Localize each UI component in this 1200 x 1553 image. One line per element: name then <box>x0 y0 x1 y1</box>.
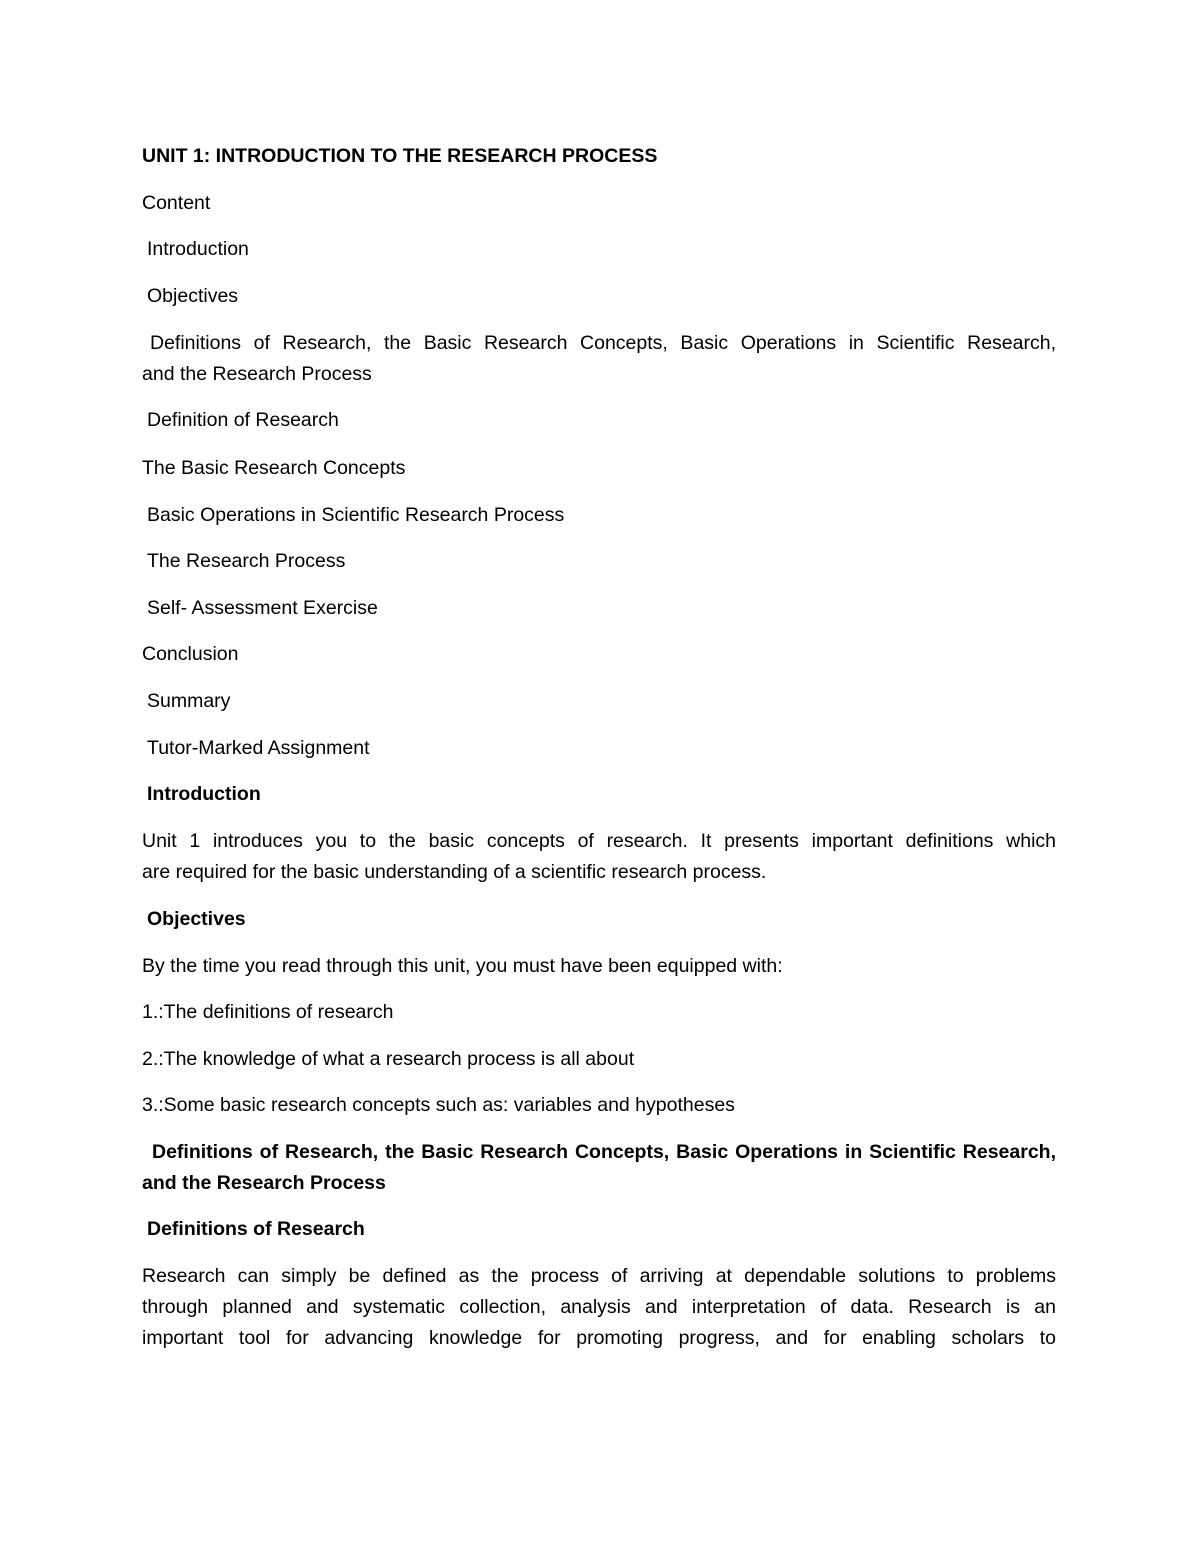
unit-title: UNIT 1: INTRODUCTION TO THE RESEARCH PROCESS <box>142 145 658 167</box>
toc-item-definitions-line1: Definitions of Research, the Basic Research Concepts, Basic Operations in Scientific Research, <box>150 332 1056 354</box>
definitions-paragraph-line2 <box>142 1295 1056 1319</box>
definitions-line3-text: important tool for advancing knowledge for promoting progress, and for enabling scholars to <box>142 1327 1056 1349</box>
toc-item-tutor-marked: Tutor-Marked Assignment <box>147 737 370 759</box>
toc-item-objectives: Objectives <box>147 285 239 307</box>
section-heading-line2: and the Research Process <box>142 1172 386 1194</box>
toc-item-basic-operations: Basic Operations in Scientific Research Process <box>147 504 565 526</box>
toc-item-conclusion: Conclusion <box>142 643 239 665</box>
toc-item-research-process: The Research Process <box>147 550 346 572</box>
toc-item-definitions <box>150 331 1056 355</box>
toc-item-summary: Summary <box>147 690 231 712</box>
introduction-paragraph-line1 <box>142 829 1056 853</box>
objective-item-3: 3.:Some basic research concepts such as: variables and hypotheses <box>142 1094 735 1116</box>
objective-item-2: 2.:The knowledge of what a research process is all about <box>142 1048 635 1070</box>
section-heading-line1-text: Definitions of Research, the Basic Research Concepts, Basic Operations in Scientific Research, <box>152 1141 1056 1163</box>
section-heading-line1 <box>152 1140 1056 1164</box>
toc-item-basic-concepts: The Basic Research Concepts <box>142 457 406 479</box>
definitions-paragraph-line1 <box>142 1264 1056 1288</box>
toc-item-definitions-line2: and the Research Process <box>142 363 372 385</box>
introduction-line1-text: Unit 1 introduces you to the basic concepts of research. It presents important definitions which <box>142 830 1056 852</box>
definitions-paragraph-line3 <box>142 1326 1056 1350</box>
objectives-lead: By the time you read through this unit, you must have been equipped with: <box>142 955 783 977</box>
toc-item-self-assessment: Self- Assessment Exercise <box>147 597 378 619</box>
introduction-paragraph-line2: are required for the basic understanding of a scientific research process. <box>142 861 767 883</box>
content-heading: Content <box>142 192 211 214</box>
definitions-line2-text: through planned and systematic collection, analysis and interpretation of data. Research is an <box>142 1296 1056 1318</box>
definitions-subheading: Definitions of Research <box>147 1218 365 1240</box>
introduction-heading: Introduction <box>147 783 261 805</box>
objectives-heading: Objectives <box>147 908 246 930</box>
definitions-line1-text: Research can simply be defined as the process of arriving at dependable solutions to problems <box>142 1265 1056 1287</box>
toc-item-introduction: Introduction <box>147 238 249 260</box>
objective-item-1: 1.:The definitions of research <box>142 1001 394 1023</box>
toc-item-definition-of-research: Definition of Research <box>147 409 339 431</box>
